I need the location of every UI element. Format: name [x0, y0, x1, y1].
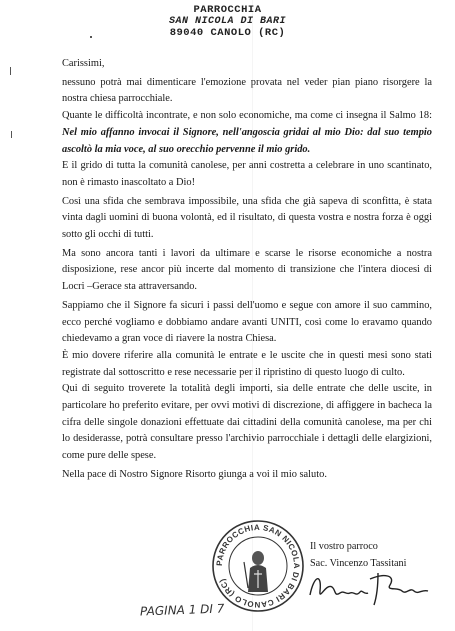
paragraph: Sappiamo che il Signore fa sicuri i passi dell'uomo e segue con amore il suo cammino, ecco perché vogliamo e dobbiamo andare avanti UNITI, così come lo eravamo quando chiedevamo a gran voce di riavere la nostra Chiesa. [62, 299, 432, 345]
paragraph: Così una sfida che sembrava impossibile, una sfida che già sapeva di sconfitta, è stata vinta dagli uomini di buona volontà, ed il risultato, di questa vostra e nostra forza è oggi sotto gli occhi di tutti. [62, 195, 432, 241]
signature-name: Sac. Vincenzo Tassitani [310, 558, 407, 569]
paragraph: Qui di seguito troverete la totalità degli importi, sia delle entrate che delle uscite, in particolare ho preferito evitare, per ovvi motivi di discrezione, di affiggere in bacheca la cifra delle singole donazioni effettuate dai cittadini della comunità canolese, ma per chi lo desiderasse, potrà consultare presso l'archivio parrocchiale i dettagli delle elargizioni, come pure delle spese. [62, 383, 432, 462]
header-line-name: SAN NICOLA DI BARI [168, 16, 287, 27]
paragraph: È mio dovere riferire alla comunità le entrate e le uscite che in questi mesi sono stati registrate dal sottoscritto e rese necessarie per il ripristino di questo luogo di culto. [62, 349, 432, 378]
closing-greeting: Nella pace di Nostro Signore Risorto giunga a voi il mio saluto. [62, 468, 327, 480]
signature-title: Il vostro parroco [310, 541, 378, 552]
letter-body [62, 56, 432, 484]
paragraph: E il grido di tutta la comunità canolese, per anni costretta a celebrare in uno scantinato, non è rimasto inascoltato a Dio! [62, 160, 432, 188]
psalm-quote: Nel mio affanno invocai il Signore, nell'angoscia gridai al mio Dio: dal suo tempio ascoltò la mia voce, al suo orecchio pervenne il mio grido. [62, 126, 432, 155]
header-line-parish: PARROCCHIA [193, 4, 262, 16]
seal-ring-text: PARROCCHIA SAN NICOLA DI BARI CANOLO (RC) [214, 522, 302, 610]
handwritten-signature [304, 565, 434, 610]
letter-salutation: Carissimi, [62, 58, 105, 69]
header-line-address: 89040 CANOLO (RC) [169, 27, 286, 39]
paragraph: nessuno potrà mai dimenticare l'emozione provata nel veder pian piano risorgere la nostra chiesa parrocchiale. [62, 76, 432, 105]
paragraph: Ma sono ancora tanti i lavori da ultimare e scarse le risorse economiche a nostra disposizione, rese ancor più incerte dal momento di transizione che l'intera diocesi di Locri –Gerace sta attraversando. [62, 247, 432, 293]
margin-tick-mark [10, 67, 11, 75]
paragraph [62, 108, 432, 158]
margin-tick-mark [11, 131, 12, 138]
parish-seal-stamp [210, 518, 306, 614]
page-number-label: PAGINA 1 DI 7 [139, 601, 225, 619]
margin-dot-mark [90, 36, 92, 38]
paragraph-intro: Quante le difficoltà incontrate, e non solo economiche, ma come ci insegna il Salmo 18: [62, 110, 432, 122]
